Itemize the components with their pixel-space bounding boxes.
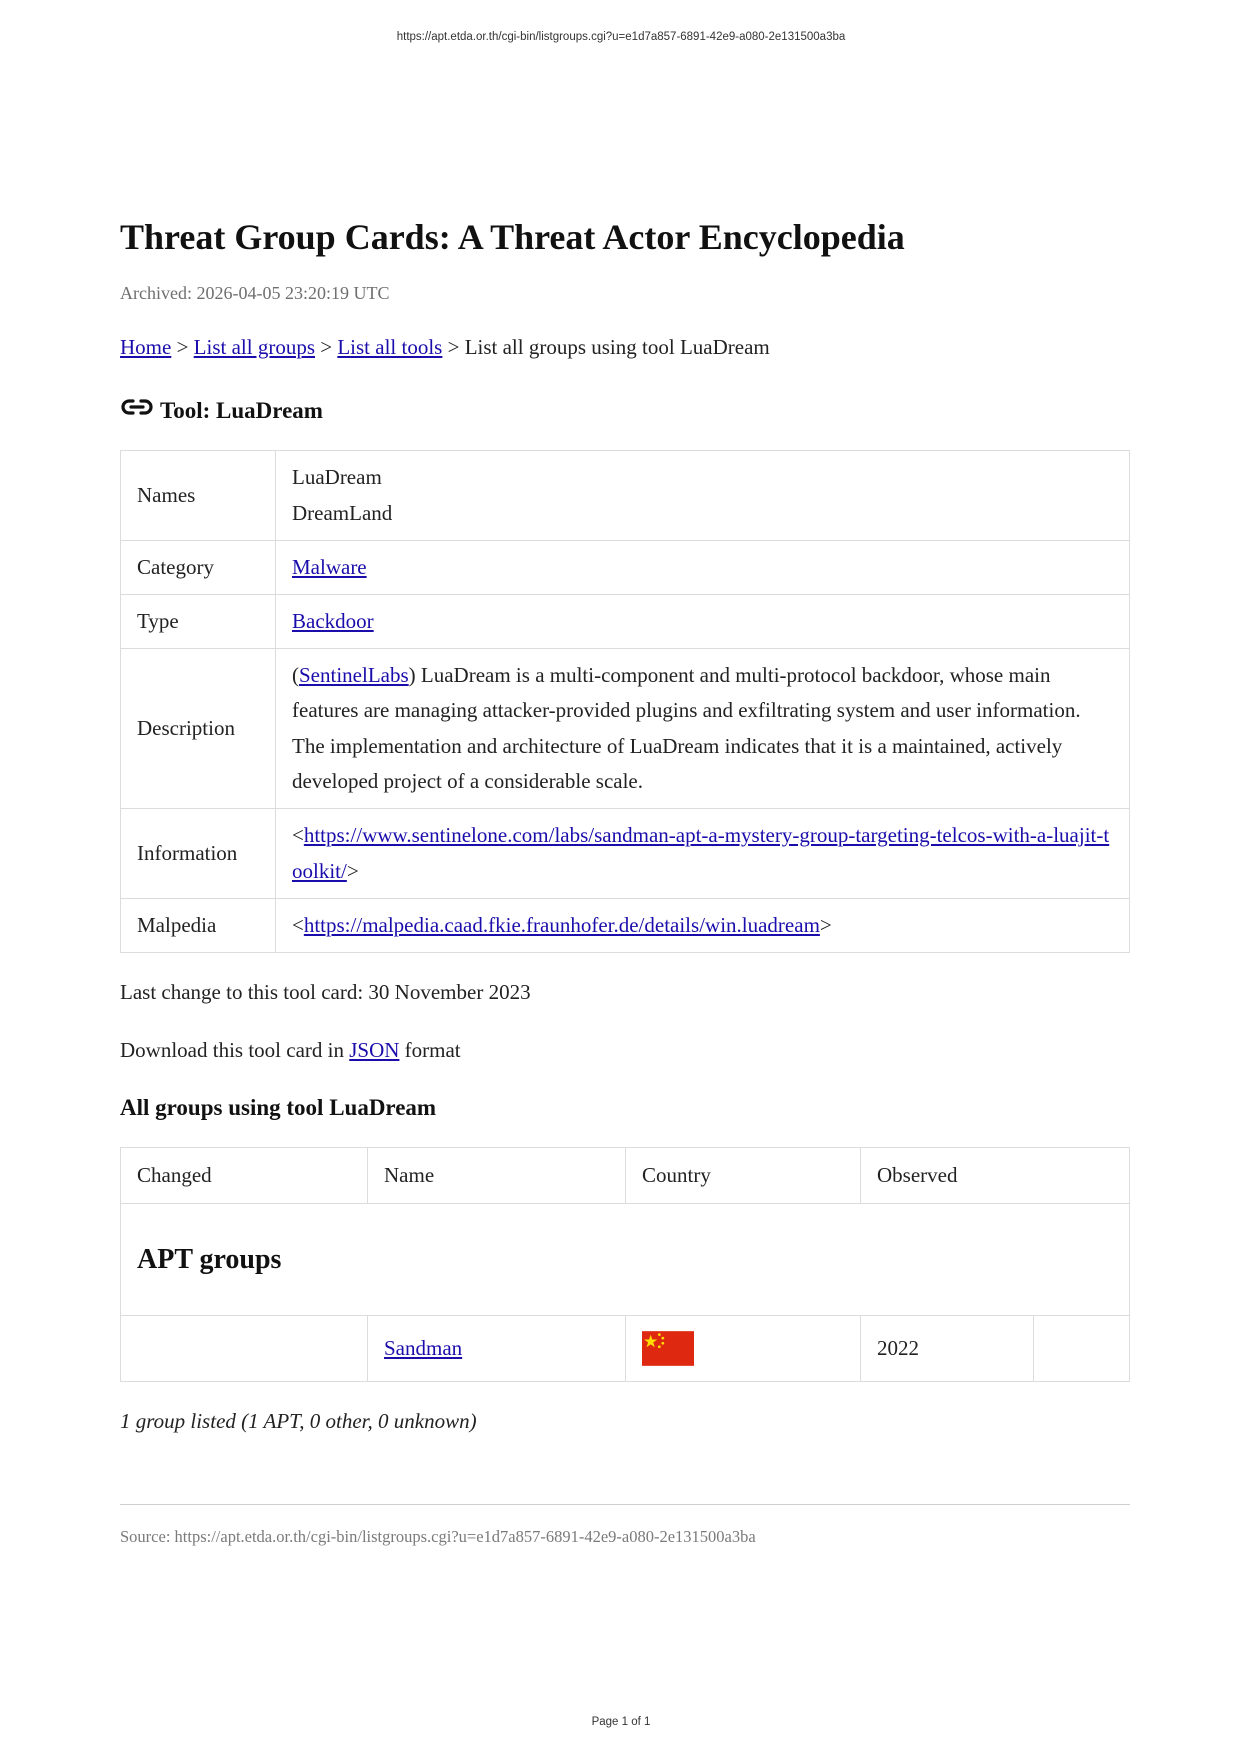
description-text: ) LuaDream is a multi-component and multi-protocol backdoor, whose main features are managing attacker-provided plugins and exfiltrating system and user information. The implementation and architecture of LuaDream indicates that it is a maintained, actively developed project of a considerable scale.: [292, 662, 1081, 793]
tool-info-table: [120, 450, 1130, 953]
lt-sign: <: [292, 823, 304, 847]
page-number: Page 1 of 1: [591, 1716, 651, 1728]
malpedia-label: Malpedia: [121, 899, 276, 953]
breadcrumb-list-tools-link[interactable]: List all tools: [337, 335, 443, 359]
malpedia-link[interactable]: https://malpedia.caad.fkie.fraunhofer.de/details/win.luadream: [303, 912, 820, 937]
header-country: Country: [626, 1148, 861, 1204]
type-link[interactable]: Backdoor: [292, 608, 374, 633]
table-section-row: [121, 1204, 1130, 1316]
tool-heading: [120, 396, 1130, 426]
name-entry: LuaDream: [292, 465, 382, 489]
archived-timestamp: Archived: 2026-04-05 23:20:19 UTC: [120, 283, 390, 303]
groups-heading: All groups using tool LuaDream: [120, 1095, 437, 1120]
breadcrumb-current: List all groups using tool LuaDream: [464, 335, 770, 359]
table-row: [121, 809, 1130, 899]
breadcrumb-separator: >: [171, 335, 194, 359]
name-entry: DreamLand: [292, 500, 393, 525]
description-open-paren: (: [292, 662, 299, 687]
group-link-sandman[interactable]: Sandman: [384, 1336, 463, 1360]
cell-extra: [1034, 1316, 1130, 1382]
category-value: [276, 541, 1130, 595]
last-change: Last change to this tool card: 30 November 2023: [120, 980, 531, 1004]
source-line: Source: https://apt.etda.or.th/cgi-bin/listgroups.cgi?u=e1d7a857-6891-42e9-a080-2e131500a3ba: [120, 1527, 756, 1546]
download-prefix: Download this tool card in: [120, 1038, 350, 1062]
header-observed: Observed: [861, 1148, 1130, 1204]
information-label: Information: [121, 809, 276, 899]
download-suffix: format: [399, 1038, 461, 1062]
information-value: [276, 809, 1130, 899]
cell-name: [368, 1316, 626, 1382]
names-label: Names: [121, 451, 276, 541]
description-label: Description: [121, 649, 276, 809]
groups-summary: 1 group listed (1 APT, 0 other, 0 unknown): [120, 1409, 477, 1433]
type-value: [276, 595, 1130, 649]
gt-sign: >: [346, 858, 359, 883]
breadcrumb-home-link[interactable]: Home: [120, 335, 172, 359]
breadcrumb-separator: >: [442, 335, 465, 359]
cell-observed: 2022: [861, 1316, 1034, 1382]
cell-changed: [121, 1316, 368, 1382]
cell-country: [626, 1316, 861, 1382]
sentinellabs-link[interactable]: SentinelLabs: [299, 662, 409, 687]
header-changed: Changed: [121, 1148, 368, 1204]
apt-groups-section-title: APT groups: [121, 1204, 1130, 1316]
information-link[interactable]: https://www.sentinelone.com/labs/sandman-apt-a-mystery-group-targeting-telcos-with-a-luajit-toolkit/: [292, 823, 1110, 883]
table-header-row: [121, 1148, 1130, 1204]
type-label: Type: [121, 595, 276, 649]
page-title: Threat Group Cards: A Threat Actor Encyclopedia: [120, 217, 905, 257]
footer-divider: [120, 1504, 1130, 1505]
page-content: [120, 212, 1130, 1549]
table-row: [121, 451, 1130, 541]
gt-sign: >: [819, 912, 832, 937]
category-label: Category: [121, 541, 276, 595]
json-download-link[interactable]: JSON: [349, 1038, 400, 1062]
tool-heading-text: Tool: LuaDream: [160, 398, 323, 423]
china-flag-icon: [642, 1331, 694, 1366]
link-icon: [120, 396, 154, 418]
table-row: [121, 649, 1130, 809]
groups-table: [120, 1147, 1130, 1382]
breadcrumb-list-groups-link[interactable]: List all groups: [193, 335, 315, 359]
table-row: [121, 899, 1130, 953]
category-link[interactable]: Malware: [292, 554, 367, 579]
table-row: [121, 595, 1130, 649]
lt-sign: <: [292, 912, 304, 937]
breadcrumb: [120, 332, 1130, 362]
names-value: [276, 451, 1130, 541]
description-value: [276, 649, 1130, 809]
table-row: [121, 541, 1130, 595]
header-name: Name: [368, 1148, 626, 1204]
breadcrumb-separator: >: [315, 335, 338, 359]
download-line: [120, 1035, 1130, 1065]
malpedia-value: [276, 899, 1130, 953]
table-row: [121, 1316, 1130, 1382]
print-header-url: https://apt.etda.or.th/cgi-bin/listgroups.cgi?u=e1d7a857-6891-42e9-a080-2e131500a3ba: [396, 31, 846, 43]
